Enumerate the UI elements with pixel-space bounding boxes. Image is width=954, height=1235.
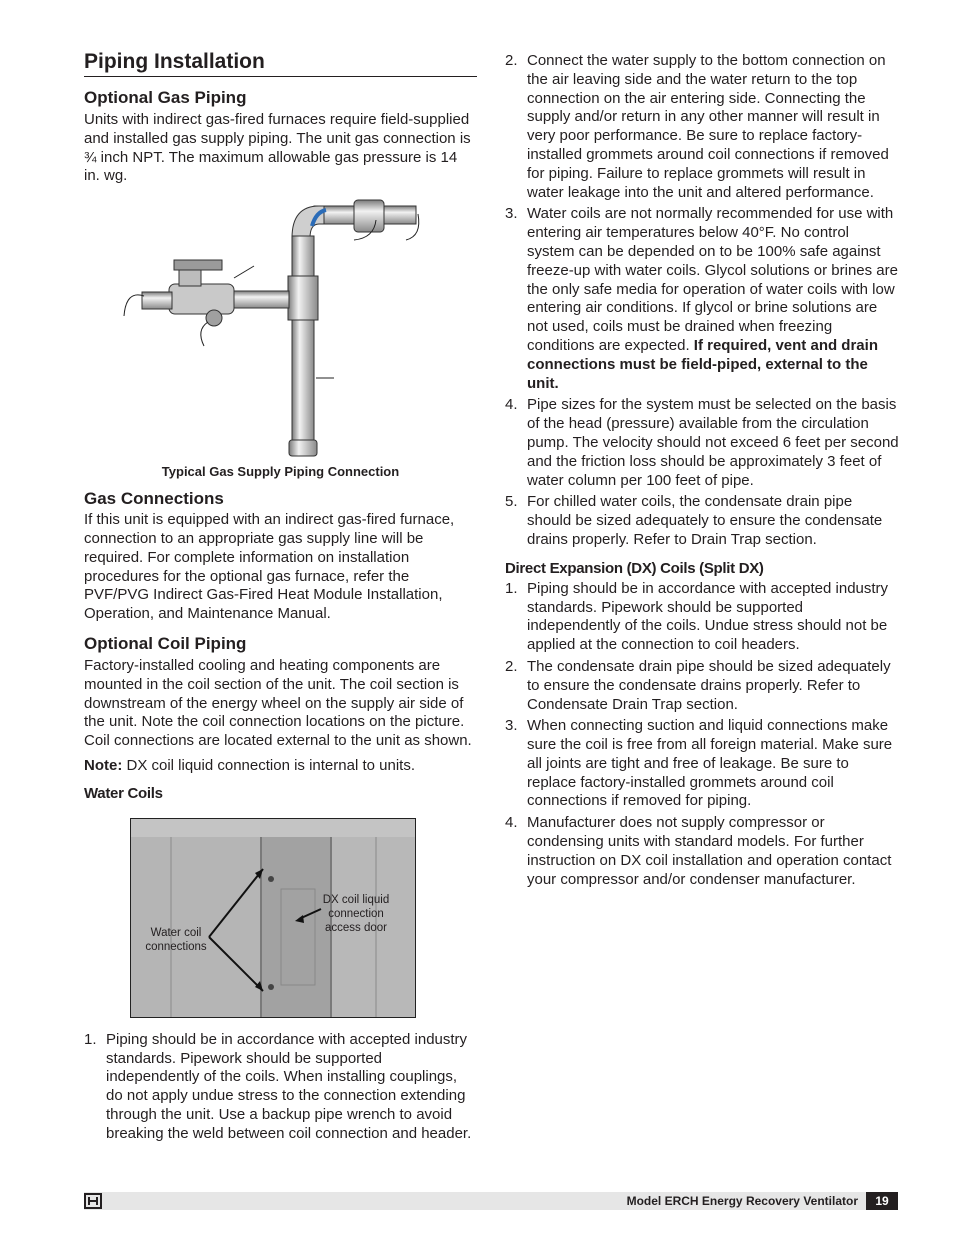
water-coil-connections-label: Water coil connections bbox=[145, 926, 207, 953]
gas-piping-caption: Typical Gas Supply Piping Connection bbox=[161, 464, 400, 480]
right-column bbox=[505, 52, 900, 892]
list-item: 3. When connecting suction and liquid connections make sure the coil is free from all foreign material. Make sure all joints are tight and free of leakage. Be sure to replace factory-installed grommets around coil connections if removed for piping. bbox=[505, 717, 893, 810]
list-item: 2. The condensate drain pipe should be sized adequately to ensure the condensate drains properly. Refer to Condensate Drain Trap section. bbox=[505, 657, 891, 713]
coil-piping-paragraph: Factory-installed cooling and heating components are mounted in the coil section of the unit. The coil section is downstream of the energy wheel on the supply air side of the unit. Note the coil connection locations on the picture. Coil connections are located external to the unit as shown. bbox=[84, 656, 472, 750]
list-item: 5. For chilled water coils, the condensate drain pipe should be sized adequately to ensure the condensate drains properly. Refer to Drain Trap section. bbox=[505, 493, 883, 548]
page-footer bbox=[84, 1192, 898, 1210]
company-logo-icon bbox=[84, 1192, 104, 1210]
left-column bbox=[84, 50, 477, 1147]
dx-access-door-label: DX coil liquid connection access door bbox=[322, 893, 390, 934]
list-item: 2. Connect the water supply to the bottom connection on the air leaving side and the water return to the top connection on the air entering side. Connecting the supply and/or return in any other manner will result in very poor performance. Be sure to replace factory-installed grommets around coil connections if removed for piping. Failure to replace grommets will result in water leakage into the unit and altered performance. bbox=[505, 52, 889, 201]
gas-connections-heading: Gas Connections bbox=[84, 489, 224, 509]
gas-connections-paragraph: If this unit is equipped with an indirect gas-fired furnace, connection to an appropriate gas supply line will be required. For complete information on installation procedures for the optional gas furnace, refer the PVF/PVG Indirect Gas-Fired Heat Module Installation, Operation, and Maintenance Manual. bbox=[84, 511, 455, 623]
note-text: DX coil liquid connection is internal to units. bbox=[122, 756, 415, 774]
dx-coils-list bbox=[505, 580, 900, 890]
water-coils-list-start bbox=[84, 1031, 477, 1144]
note-label: Note: bbox=[84, 756, 123, 774]
note-paragraph bbox=[84, 757, 477, 776]
gas-piping-heading: Optional Gas Piping bbox=[84, 88, 247, 107]
unit-coil-photo bbox=[130, 818, 416, 1018]
page-number: 19 bbox=[866, 1192, 898, 1210]
footer-model: Model ERCH Energy Recovery Ventilator bbox=[626, 1194, 858, 1208]
gas-piping-drawing bbox=[84, 198, 477, 460]
coil-piping-heading: Optional Coil Piping bbox=[84, 633, 247, 653]
page-title: Piping Installation bbox=[84, 50, 477, 77]
water-coils-list bbox=[505, 52, 900, 550]
list-item: 4. Pipe sizes for the system must be selected on the basis of the head (pressure) available from the circulation pump. The velocity should not exceed 6 feet per second and the friction loss should be approximately 3 feet of water column per 100 feet of pipe. bbox=[505, 396, 899, 489]
dx-coils-heading: Direct Expansion (DX) Coils (Split DX) bbox=[505, 559, 764, 577]
list-item: 3. Water coils are not normally recommended for use with entering air temperatures below 40°F. No control system can be depended on to be 100% safe against freeze-up with water coils. Glycol solutions or brines are the only safe media for operation of water coils with low entering air conditions. If glycol or brine solutions are not used, coils must be drained when freezing conditions are expected. If required, vent and drain connections must be field-piped, external to the unit. bbox=[505, 205, 898, 392]
list-item: 1. Piping should be in accordance with accepted industry standards. Pipework should be supported independently of the coils. When installing couplings, do not apply undue stress to the connection extending through the unit. Use a backup pipe wrench to avoid breaking the weld between coil connection and header. bbox=[84, 1030, 472, 1142]
list-item: 1. Piping should be in accordance with accepted industry standards. Pipework should be supported independently of the coils. Undue stress should not be applied at the connection to coil headers. bbox=[505, 579, 889, 654]
gas-piping-paragraph: Units with indirect gas-fired furnaces require field-supplied and installed gas supply piping. The unit gas connection is ¾ inch NPT. The maximum allowable gas pressure is 14 in. wg. bbox=[84, 111, 471, 185]
gas-piping-illustration bbox=[84, 198, 477, 460]
water-coils-heading: Water Coils bbox=[84, 784, 163, 802]
list-item: 4. Manufacturer does not supply compressor or condensing units with standard models. For further instruction on DX coil installation and operation contact your compressor and/or condenser manufacturer. bbox=[505, 814, 892, 888]
